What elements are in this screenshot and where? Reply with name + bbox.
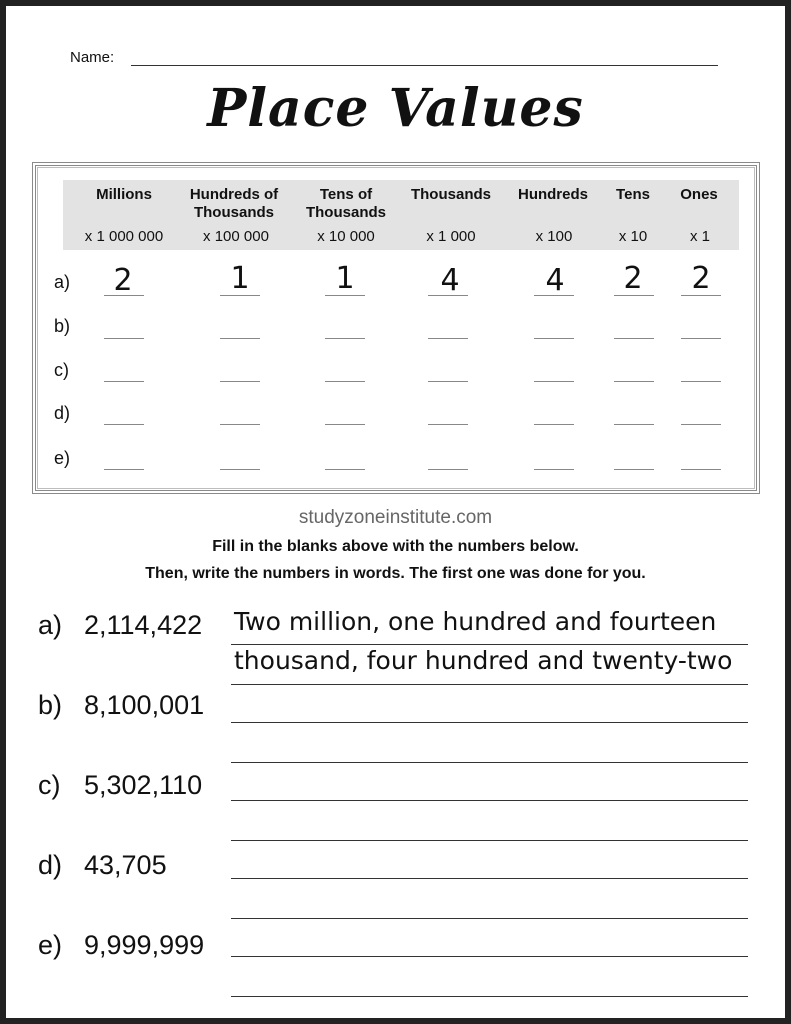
writing-line[interactable] [231, 800, 748, 801]
answer-blank [534, 295, 574, 296]
answer-blank[interactable] [614, 338, 654, 339]
answer-blank[interactable] [614, 381, 654, 382]
name-field[interactable] [131, 65, 718, 66]
question-label: a) [38, 610, 63, 640]
instruction-line: Fill in the blanks above with the numbers below. [212, 538, 579, 555]
writing-line[interactable] [231, 840, 748, 841]
answer-blank[interactable] [104, 469, 144, 470]
digit-hundreds: 4 [545, 263, 565, 298]
row-label: a) [54, 272, 71, 292]
writing-line[interactable] [231, 878, 748, 879]
row-label: e) [54, 448, 71, 468]
question-label: b) [38, 690, 63, 720]
question-number: 9,999,999 [84, 930, 205, 960]
row-label: b) [54, 316, 71, 336]
instruction-line: Then, write the numbers in words. The first one was done for you. [145, 565, 646, 582]
writing-line[interactable] [231, 644, 748, 645]
answer-blank [428, 295, 468, 296]
column-multiplier: x 1 000 000 [84, 228, 164, 245]
answer-blank[interactable] [681, 381, 721, 382]
answer-blank[interactable] [104, 338, 144, 339]
writing-line[interactable] [231, 722, 748, 723]
site-watermark: studyzoneinstitute.com [298, 507, 493, 528]
column-multiplier: x 10 [618, 228, 648, 245]
column-header: Hundreds [517, 186, 588, 203]
writing-line[interactable] [231, 996, 748, 997]
digit-ones: 2 [691, 261, 711, 296]
column-multiplier: x 1 000 [426, 228, 476, 245]
answer-blank [220, 295, 260, 296]
writing-line[interactable] [231, 918, 748, 919]
column-header: Tens of Thousands [305, 186, 386, 221]
answer-blank[interactable] [534, 338, 574, 339]
question-label: d) [38, 850, 63, 880]
answer-text: Two million, one hundred and fourteen [234, 607, 717, 636]
digit-tens: 2 [623, 261, 643, 296]
answer-blank[interactable] [614, 469, 654, 470]
row-label: d) [54, 403, 71, 423]
column-header: Thousands [410, 186, 491, 203]
answer-blank[interactable] [325, 469, 365, 470]
answer-blank[interactable] [428, 469, 468, 470]
digit-ten-thousands: 1 [335, 261, 355, 296]
page-title: Place Values [207, 78, 584, 139]
name-label: Name: [70, 49, 115, 66]
question-number: 43,705 [84, 850, 167, 880]
answer-blank[interactable] [534, 424, 574, 425]
column-header: Hundreds of Thousands [189, 186, 279, 221]
answer-blank[interactable] [428, 381, 468, 382]
digit-hundred-thousands: 1 [230, 261, 250, 296]
answer-blank[interactable] [220, 469, 260, 470]
column-multiplier: x 100 000 [203, 228, 269, 245]
answer-blank[interactable] [614, 424, 654, 425]
column-header: Ones [680, 186, 718, 203]
answer-blank[interactable] [681, 338, 721, 339]
column-header: Tens [616, 186, 650, 203]
row-label: c) [54, 360, 69, 380]
answer-blank[interactable] [104, 381, 144, 382]
answer-blank[interactable] [220, 338, 260, 339]
answer-blank[interactable] [220, 381, 260, 382]
answer-blank[interactable] [325, 338, 365, 339]
answer-blank[interactable] [220, 424, 260, 425]
answer-blank[interactable] [681, 469, 721, 470]
column-multiplier: x 1 [689, 228, 710, 245]
answer-blank[interactable] [534, 381, 574, 382]
digit-millions: 2 [113, 263, 133, 298]
question-label: c) [38, 770, 61, 800]
answer-blank [614, 295, 654, 296]
answer-blank[interactable] [428, 338, 468, 339]
answer-blank[interactable] [104, 424, 144, 425]
answer-blank [681, 295, 721, 296]
writing-line[interactable] [231, 956, 748, 957]
answer-blank[interactable] [325, 381, 365, 382]
writing-line[interactable] [231, 762, 748, 763]
column-multiplier: x 10 000 [317, 228, 375, 245]
answer-blank[interactable] [681, 424, 721, 425]
answer-blank [325, 295, 365, 296]
digit-thousands: 4 [440, 263, 460, 298]
answer-blank [104, 295, 144, 296]
answer-blank[interactable] [325, 424, 365, 425]
question-number: 5,302,110 [84, 770, 203, 800]
question-label: e) [38, 930, 63, 960]
writing-line[interactable] [231, 684, 748, 685]
answer-text: thousand, four hundred and twenty-two [234, 646, 733, 675]
column-multiplier: x 100 [535, 228, 573, 245]
answer-blank[interactable] [534, 469, 574, 470]
question-number: 8,100,001 [84, 690, 205, 720]
answer-blank[interactable] [428, 424, 468, 425]
question-number: 2,114,422 [84, 610, 203, 640]
column-header: Millions [96, 186, 152, 203]
